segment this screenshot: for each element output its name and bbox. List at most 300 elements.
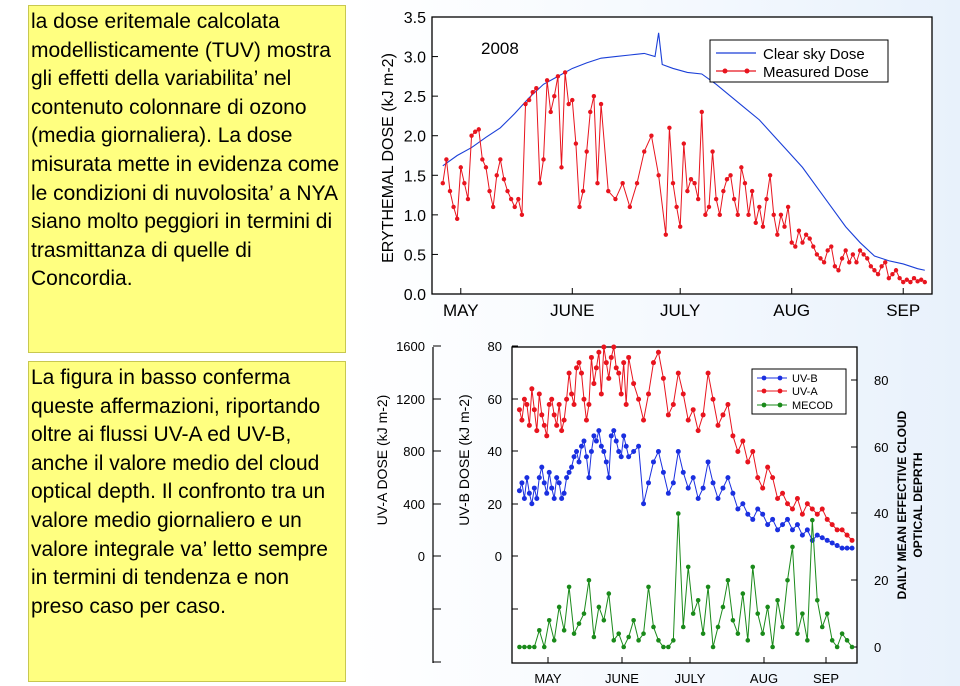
measured-point xyxy=(459,165,463,169)
uvb-tick-label: 20 xyxy=(487,497,502,512)
uvb-point xyxy=(795,522,800,527)
uvb-point xyxy=(765,522,770,527)
measured-point xyxy=(746,213,750,217)
uva-point xyxy=(574,365,579,370)
measured-point xyxy=(718,213,722,217)
measured-point xyxy=(775,232,779,236)
measured-point xyxy=(869,264,873,268)
measured-point xyxy=(674,205,678,209)
mecod-point xyxy=(815,598,820,603)
measured-point xyxy=(527,98,531,102)
uvb-point xyxy=(542,480,547,485)
chart1-ylabel: ERYTHEMAL DOSE (kJ m-2) xyxy=(380,53,397,263)
right-axis-label-line1: DAILY MEAN EFFECTIVE CLOUD xyxy=(895,410,909,600)
uva-point xyxy=(830,522,835,527)
measured-point xyxy=(513,205,517,209)
uvb-point xyxy=(735,506,740,511)
mecod-point xyxy=(800,611,805,616)
mecod-point xyxy=(716,625,721,630)
legend2-dot xyxy=(762,376,767,381)
uvb-point xyxy=(552,496,557,501)
mecod-point xyxy=(567,585,572,590)
uvb-point xyxy=(586,475,591,480)
mecod-point xyxy=(825,611,830,616)
uva-point xyxy=(572,402,577,407)
uvb-point xyxy=(785,517,790,522)
uvb-point xyxy=(596,428,601,433)
chart1-ytick-label: 2.5 xyxy=(403,89,426,107)
chart1-ytick-label: 0.5 xyxy=(403,247,426,265)
measured-point xyxy=(847,260,851,264)
measured-point xyxy=(469,134,473,138)
uva-point xyxy=(636,397,641,402)
uva-point xyxy=(591,381,596,386)
chart1-year-label: 2008 xyxy=(481,39,519,58)
uva-point xyxy=(624,402,629,407)
measured-point xyxy=(710,149,714,153)
uva-point xyxy=(631,381,636,386)
mecod-point xyxy=(587,578,592,583)
uva-point xyxy=(740,439,745,444)
measured-point xyxy=(613,197,617,201)
mecod-point xyxy=(765,605,770,610)
measured-point xyxy=(818,256,822,260)
measured-point xyxy=(549,110,553,114)
uvb-point xyxy=(549,486,554,491)
measured-point xyxy=(912,276,916,280)
measured-point xyxy=(649,134,653,138)
uva-point xyxy=(596,350,601,355)
measured-point xyxy=(656,173,660,177)
mecod-point xyxy=(785,578,790,583)
chart2-month-label: JUNE xyxy=(605,671,639,686)
measured-point xyxy=(570,98,574,102)
measured-point xyxy=(757,205,761,209)
uvb-point xyxy=(577,459,582,464)
measured-point xyxy=(721,189,725,193)
measured-point xyxy=(811,244,815,248)
uva-point xyxy=(534,428,539,433)
uva-point xyxy=(611,345,616,350)
chart2-month-label: SEP xyxy=(812,671,840,686)
uva-point xyxy=(559,428,564,433)
uva-tick-label: 800 xyxy=(403,444,425,459)
uva-point xyxy=(656,350,661,355)
measured-point xyxy=(628,205,632,209)
uvb-point xyxy=(770,517,775,522)
uvb-point xyxy=(591,433,596,438)
measured-point xyxy=(854,260,858,264)
measured-point xyxy=(736,213,740,217)
mecod-point xyxy=(790,545,795,550)
measured-point xyxy=(804,232,808,236)
uva-point xyxy=(805,501,810,506)
uva-point xyxy=(765,465,770,470)
measured-point xyxy=(556,74,560,78)
chart1-month-label: JULY xyxy=(660,301,701,320)
uva-point xyxy=(646,392,651,397)
uva-point xyxy=(790,506,795,511)
uvb-point xyxy=(539,465,544,470)
uva-point xyxy=(750,449,755,454)
chart2-month-label: JULY xyxy=(674,671,706,686)
chart1-month-label: AUG xyxy=(773,301,811,320)
mecod-point xyxy=(626,635,631,640)
mecod-point xyxy=(850,645,855,650)
measured-point xyxy=(923,280,927,284)
mecod-point xyxy=(602,618,607,623)
uva-point xyxy=(604,360,609,365)
measured-point xyxy=(671,181,675,185)
uvb-point xyxy=(775,527,780,532)
uvb-point xyxy=(835,543,840,548)
measured-point xyxy=(905,278,909,282)
measured-point xyxy=(541,157,545,161)
uva-tick-label: 1600 xyxy=(396,339,425,354)
measured-point xyxy=(894,268,898,272)
measured-point xyxy=(876,272,880,276)
measured-point xyxy=(509,197,513,201)
mecod-point xyxy=(522,645,527,650)
uva-point xyxy=(701,412,706,417)
chart1-ytick-label: 3.5 xyxy=(403,10,426,27)
uvb-point xyxy=(611,428,616,433)
mecod-point xyxy=(582,611,587,616)
uva-point xyxy=(825,517,830,522)
measured-point xyxy=(703,213,707,217)
mecod-point xyxy=(542,645,547,650)
uvb-point xyxy=(651,459,656,464)
uvb-point xyxy=(790,527,795,532)
measured-point xyxy=(793,244,797,248)
mecod-point xyxy=(527,645,532,650)
uva-point xyxy=(619,392,624,397)
measured-point xyxy=(566,102,570,106)
uvb-point xyxy=(656,449,661,454)
mecod-point xyxy=(820,625,825,630)
mecod-point xyxy=(671,638,676,643)
uvb-point xyxy=(619,454,624,459)
uvb-point xyxy=(606,475,611,480)
uvb-tick-label: 80 xyxy=(487,339,502,354)
uva-point xyxy=(691,407,696,412)
uva-point xyxy=(760,486,765,491)
uvb-point xyxy=(711,480,716,485)
uvb-point xyxy=(527,491,532,496)
uva-point xyxy=(599,392,604,397)
measured-point xyxy=(682,141,686,145)
uvb-point xyxy=(532,486,537,491)
uva-point xyxy=(579,371,584,376)
mecod-point xyxy=(557,605,562,610)
uva-point xyxy=(547,402,552,407)
uva-point xyxy=(686,418,691,423)
uvb-point xyxy=(557,480,562,485)
uva-point xyxy=(529,386,534,391)
uvb-point xyxy=(609,433,614,438)
measured-point xyxy=(739,165,743,169)
chart2-month-label: MAY xyxy=(534,671,562,686)
measured-point xyxy=(754,221,758,225)
measured-point xyxy=(851,252,855,256)
uvb-point xyxy=(599,444,604,449)
text-panel-bottom: La figura in basso conferma queste affermazioni, riportando oltre ai flussi UV-A ed UV-B, anche il valore medio del cloud optical depth. Il confronto tra un valore medio giornaliero e un valore integrale va’ letto sempre in termini di tendenza e non preso caso per caso. xyxy=(28,361,346,682)
uva-point xyxy=(681,392,686,397)
measured-point xyxy=(491,205,495,209)
uva-point xyxy=(584,418,589,423)
measured-point xyxy=(664,232,668,236)
uva-point xyxy=(522,397,527,402)
uvb-point xyxy=(706,459,711,464)
measured-point xyxy=(689,177,693,181)
measured-point xyxy=(559,165,563,169)
mecod-point xyxy=(805,638,810,643)
uva-point xyxy=(609,355,614,360)
measured-point xyxy=(725,177,729,181)
legend2-dot xyxy=(762,403,767,408)
uvb-point xyxy=(559,496,564,501)
right-tick-label: 0 xyxy=(874,640,882,655)
uvb-point xyxy=(691,475,696,480)
uva-point xyxy=(524,402,529,407)
uvb-point xyxy=(850,546,855,551)
measured-point xyxy=(761,225,765,229)
uvb-point xyxy=(631,449,636,454)
uva-point xyxy=(850,538,855,543)
measured-point xyxy=(502,177,506,181)
measured-point xyxy=(825,248,829,252)
uva-point xyxy=(840,527,845,532)
measured-point xyxy=(441,181,445,185)
uva-point xyxy=(549,397,554,402)
uvb-point xyxy=(589,449,594,454)
uvb-point xyxy=(661,470,666,475)
mecod-point xyxy=(651,625,656,630)
uvb-point xyxy=(564,475,569,480)
measured-point xyxy=(520,213,524,217)
mecod-point xyxy=(552,638,557,643)
mecod-point xyxy=(597,605,602,610)
mecod-point xyxy=(577,621,582,626)
mecod-point xyxy=(686,565,691,570)
uvb-point xyxy=(686,486,691,491)
mecod-point xyxy=(810,518,815,523)
measured-point xyxy=(879,264,883,268)
measured-point xyxy=(642,149,646,153)
uvb-point xyxy=(601,449,606,454)
mecod-point xyxy=(760,631,765,636)
mecod-point xyxy=(696,598,701,603)
legend2-dot xyxy=(778,376,783,381)
mecod-point xyxy=(745,638,750,643)
uva-point xyxy=(641,418,646,423)
mecod-point xyxy=(741,591,746,596)
mecod-point xyxy=(666,645,671,650)
uva-point xyxy=(564,397,569,402)
uvb-point xyxy=(716,496,721,501)
uva-point xyxy=(552,412,557,417)
uva-point xyxy=(676,371,681,376)
uvb-point xyxy=(572,454,577,459)
legend-measured-label: Measured Dose xyxy=(763,64,869,81)
mecod-point xyxy=(517,645,522,650)
uva-point xyxy=(539,412,544,417)
uvb-point xyxy=(621,433,626,438)
uva-point xyxy=(706,371,711,376)
uvb-point xyxy=(554,475,559,480)
uva-point xyxy=(845,533,850,538)
uva-point xyxy=(745,459,750,464)
uvb-tick-label: 40 xyxy=(487,444,502,459)
measured-point xyxy=(462,181,466,185)
uva-point xyxy=(517,407,522,412)
measured-point xyxy=(901,280,905,284)
uva-point xyxy=(651,360,656,365)
measured-point xyxy=(466,197,470,201)
mecod-point xyxy=(532,645,537,650)
measured-point xyxy=(800,240,804,244)
uvb-point xyxy=(805,527,810,532)
measured-point xyxy=(595,181,599,185)
mecod-point xyxy=(611,638,616,643)
measured-point xyxy=(786,205,790,209)
uvb-point xyxy=(537,475,542,480)
measured-point xyxy=(495,173,499,177)
measured-point xyxy=(620,181,624,185)
measured-point xyxy=(728,173,732,177)
measured-point xyxy=(919,278,923,282)
legend-clear-label: Clear sky Dose xyxy=(763,46,865,63)
uva-point xyxy=(621,360,626,365)
measured-point xyxy=(635,181,639,185)
uvb-point xyxy=(567,470,572,475)
uva-point xyxy=(601,345,606,350)
uva-point xyxy=(544,433,549,438)
measured-point xyxy=(545,78,549,82)
uva-point xyxy=(666,412,671,417)
uva-point xyxy=(557,402,562,407)
mecod-point xyxy=(661,645,666,650)
uvb-tick-label: 60 xyxy=(487,392,502,407)
measured-point xyxy=(678,225,682,229)
measured-point xyxy=(872,268,876,272)
uva-point xyxy=(770,475,775,480)
measured-point xyxy=(498,157,502,161)
mecod-point xyxy=(616,631,621,636)
uvb-point xyxy=(745,512,750,517)
uva-point xyxy=(589,355,594,360)
uva-point xyxy=(696,428,701,433)
measured-point xyxy=(908,280,912,284)
right-tick-label: 60 xyxy=(874,440,889,455)
mecod-point xyxy=(691,611,696,616)
mecod-point xyxy=(726,578,731,583)
uvb-point xyxy=(524,475,529,480)
uva-point xyxy=(519,418,524,423)
chart1-month-label: SEP xyxy=(886,301,921,320)
legend2-dot xyxy=(778,403,783,408)
uvb-point xyxy=(646,480,651,485)
uvb-point xyxy=(750,517,755,522)
uvb-point xyxy=(574,449,579,454)
measured-point xyxy=(858,248,862,252)
legend2-label: MECOD xyxy=(792,400,833,412)
legend-measured-dot xyxy=(745,69,750,74)
measured-point xyxy=(444,157,448,161)
uvb-point xyxy=(725,475,730,480)
mecod-point xyxy=(755,611,760,616)
chart1-month-label: MAY xyxy=(442,301,479,320)
uva-point xyxy=(586,402,591,407)
uva-point xyxy=(785,501,790,506)
uvb-point xyxy=(519,480,524,485)
uva-point xyxy=(671,402,676,407)
measured-point xyxy=(700,110,704,114)
chart1-month-label: JUNE xyxy=(550,301,595,320)
measured-point xyxy=(865,256,869,260)
uvb-point xyxy=(671,480,676,485)
uva-point xyxy=(616,371,621,376)
measured-point xyxy=(836,268,840,272)
measured-point xyxy=(588,110,592,114)
mecod-point xyxy=(736,631,741,636)
mecod-point xyxy=(731,618,736,623)
mecod-point xyxy=(537,628,542,633)
mecod-point xyxy=(706,585,711,590)
uvb-point xyxy=(522,496,527,501)
measured-point xyxy=(897,276,901,280)
chart1-ytick-label: 1.5 xyxy=(403,168,426,186)
uvb-point xyxy=(720,486,725,491)
uva-point xyxy=(720,412,725,417)
uvb-point xyxy=(581,439,586,444)
mecod-point xyxy=(641,631,646,636)
chart1-ytick-label: 2.0 xyxy=(403,128,426,146)
uva-point xyxy=(755,475,760,480)
uva-axis-label: UV-A DOSE (kJ m-2) xyxy=(374,394,390,526)
uvb-axis-label: UV-B DOSE (kJ m-2) xyxy=(456,394,472,526)
uvb-point xyxy=(800,533,805,538)
uva-point xyxy=(569,392,574,397)
measured-point xyxy=(606,189,610,193)
legend2-dot xyxy=(778,389,783,394)
measured-point xyxy=(592,94,596,98)
uvb-tick-label: 0 xyxy=(494,549,502,564)
mecod-point xyxy=(631,618,636,623)
uvb-point xyxy=(562,491,567,496)
mecod-point xyxy=(547,618,552,623)
measured-point xyxy=(782,225,786,229)
mecod-point xyxy=(681,625,686,630)
uvb-point xyxy=(626,454,631,459)
uva-point xyxy=(542,423,547,428)
chart1-ytick-label: 0.0 xyxy=(403,287,426,304)
uva-point xyxy=(735,449,740,454)
measured-point xyxy=(861,252,865,256)
uva-point xyxy=(606,376,611,381)
uvb-point xyxy=(547,470,552,475)
measured-point xyxy=(829,244,833,248)
uva-point xyxy=(562,418,567,423)
measured-point xyxy=(764,197,768,201)
mecod-point xyxy=(845,638,850,643)
legend2-label: UV-B xyxy=(792,373,818,385)
mecod-point xyxy=(646,585,651,590)
uvb-point xyxy=(594,439,599,444)
uva-point xyxy=(614,365,619,370)
text-panel-top: la dose eritemale calcolata modellisticamente (TUV) mostra gli effetti della variabilita’ nel contenuto colonnare di ozono (media giornaliera). La dose misurata mette in evidenza come le condizioni di nuvolosita’ a NYA siano molto peggiori in termini di trasmittanza di quelle di Concordia. xyxy=(28,5,346,353)
uva-tick-label: 0 xyxy=(417,549,425,564)
